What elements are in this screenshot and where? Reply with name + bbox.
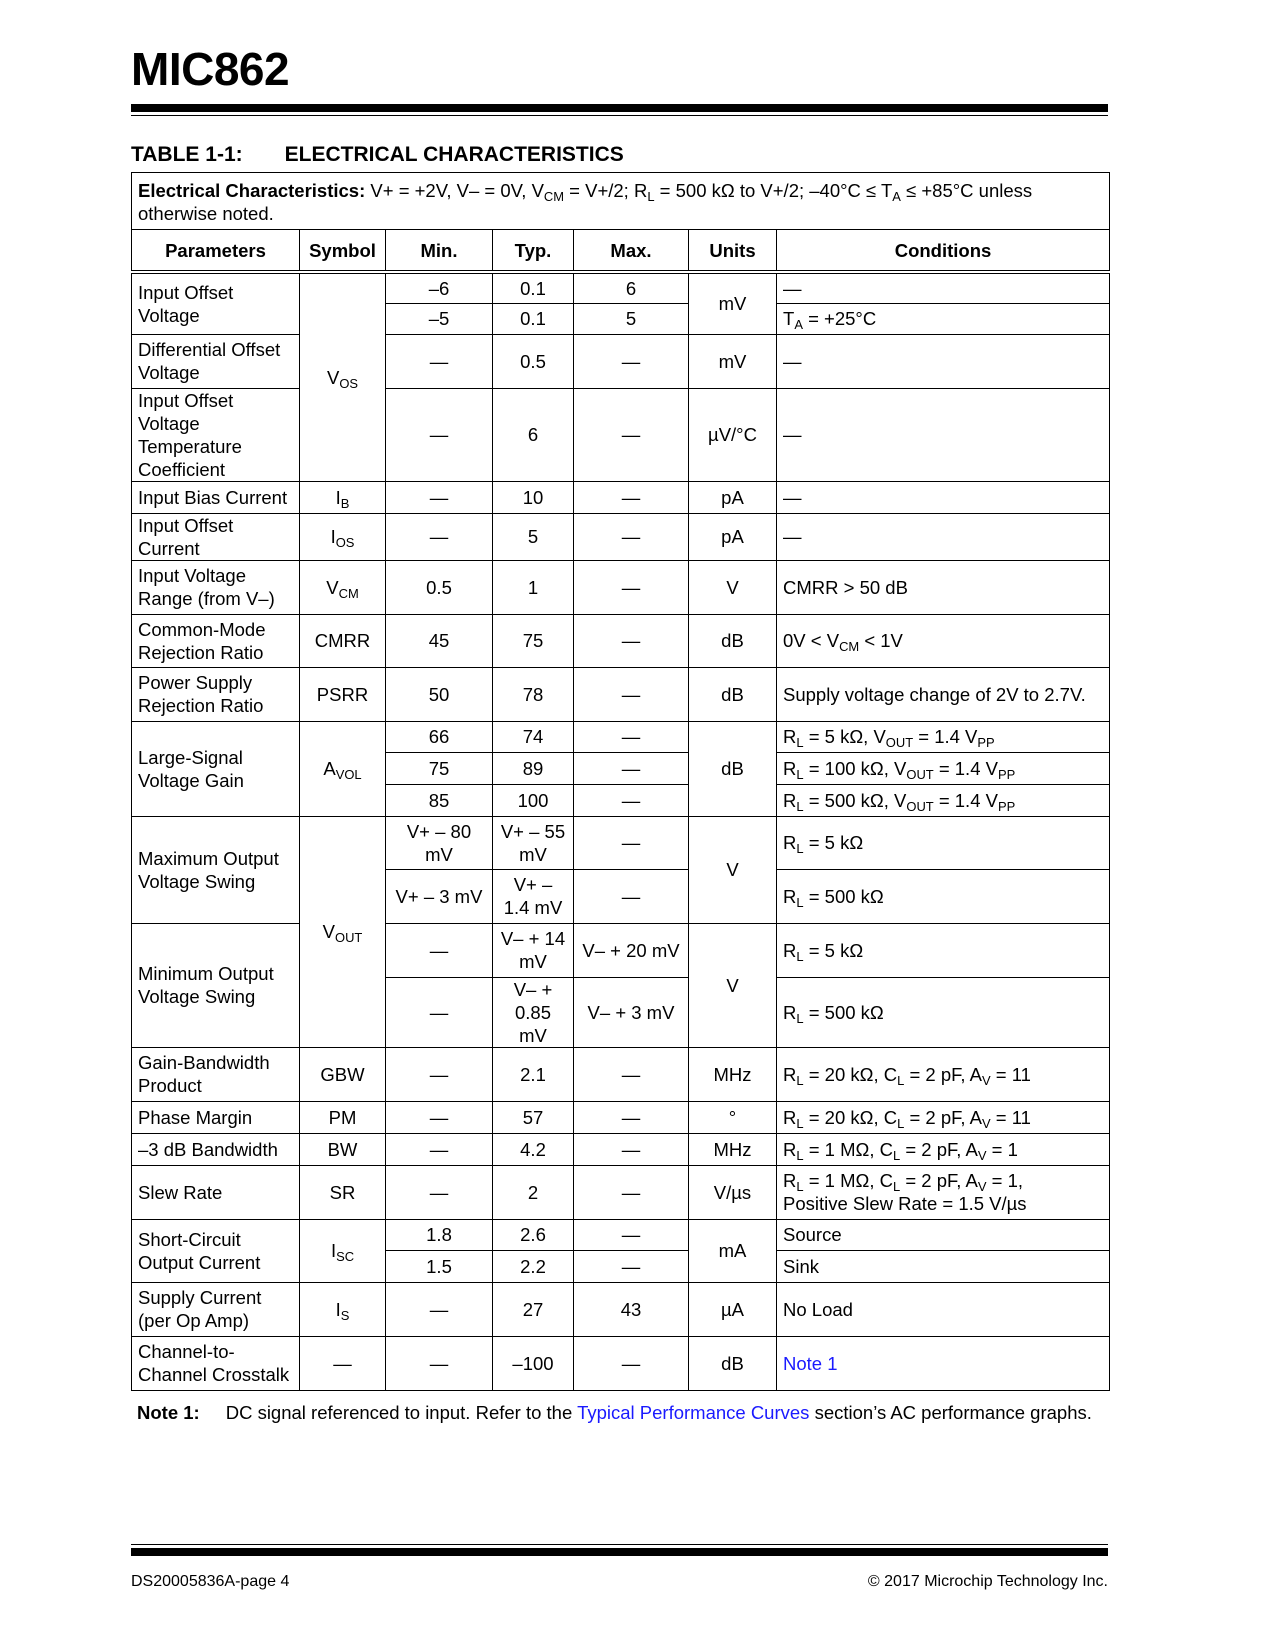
col-typ: Typ. xyxy=(493,230,574,273)
table-row: 85 100 — $R_L = 500$ kΩ, $V_{OUT} = 1.4$ $V_{PP}$ xyxy=(132,784,1110,816)
footer-doc-id: DS20005836A-page 4 xyxy=(131,1573,290,1590)
footer-copyright: © 2017 Microchip Technology Inc. xyxy=(867,1573,1108,1590)
table-row: Input Offset Voltage Temperature Coefficient — 6 — µV/°C — xyxy=(132,388,1110,481)
table-row: –3 dB Bandwidth BW — 4.2 — MHz $R_L = 1$ MΩ, $C_L = 2$ pF, $A_V = 1$ xyxy=(132,1133,1110,1165)
note-text-before: DC signal referenced to input. Refer to the xyxy=(225,1402,578,1423)
table-header-row xyxy=(132,230,1110,273)
table-row: –5 0.1 5 $T_A = +25^\circ C$ xyxy=(132,303,1110,334)
table-row: Input Offset Current $I_{OS}$ — 5 — pA — xyxy=(132,513,1110,560)
note-label: Note 1: xyxy=(137,1402,200,1423)
header-rule-thick xyxy=(131,104,1108,112)
col-conditions: Conditions xyxy=(777,230,1110,273)
col-units: Units xyxy=(689,230,777,273)
table-number: TABLE 1-1: xyxy=(131,143,243,166)
electrical-characteristics-table xyxy=(131,172,1110,1391)
table-row: Channel-to-Channel Crosstalk — — –100 — dB Note 1 xyxy=(132,1336,1110,1390)
document-title: MIC862 xyxy=(131,43,290,95)
table-row: Differential Offset Voltage — 0.5 — mV — xyxy=(132,334,1110,388)
col-min: Min. xyxy=(386,230,493,273)
col-symbol: Symbol xyxy=(300,230,386,273)
table-name: ELECTRICAL CHARACTERISTICS xyxy=(284,143,624,166)
note-text-after: section’s AC performance graphs. xyxy=(809,1402,1092,1423)
footer-rule-thick xyxy=(131,1548,1108,1556)
table-row: Short-Circuit Output Current $I_{SC}$ 1.8 2.6 — mA Source xyxy=(132,1219,1110,1250)
table-row: 75 89 — $R_L = 100$ kΩ, $V_{OUT} = 1.4$ $V_{PP}$ xyxy=(132,752,1110,784)
table-note xyxy=(137,1402,1092,1424)
table-caption xyxy=(131,143,624,167)
table-row: Input Voltage Range (from V–) $V_{CM}$ 0.5 1 — V CMRR > 50 dB xyxy=(132,560,1110,614)
footer-rule-thin xyxy=(131,1544,1108,1545)
table-row: Minimum Output Voltage Swing — V– + 14 mV V– + 20 mV V $R_L = 5$ kΩ xyxy=(132,923,1110,977)
table-row: Gain-Bandwidth Product GBW — 2.1 — MHz $R_L = 20$ kΩ, $C_L = 2$ pF, $A_V = 11$ xyxy=(132,1047,1110,1101)
note-1-link[interactable]: Note 1 xyxy=(783,1352,838,1374)
header-rule-thin xyxy=(131,115,1108,116)
table-row: V+ – 3 mV V+ – 1.4 mV — $R_L = 500$ kΩ xyxy=(132,869,1110,923)
table-row: Large-Signal Voltage Gain $A_{VOL}$ 66 74 — dB $R_L = 5$ kΩ, $V_{OUT} = 1.4$ $V_{PP}$ xyxy=(132,721,1110,752)
table-row: Input Offset Voltage $V_{OS}$ –6 0.1 6 mV — xyxy=(132,272,1110,303)
table-row: — V– + 0.85 mV V– + 3 mV $R_L = 500$ kΩ xyxy=(132,977,1110,1047)
table-row: Power Supply Rejection Ratio PSRR 50 78 — dB Supply voltage change of 2V to 2.7V. xyxy=(132,667,1110,721)
table-row: Common-Mode Rejection Ratio CMRR 45 75 — dB $0V < V_{CM} < 1V$ xyxy=(132,614,1110,667)
typical-performance-curves-link[interactable]: Typical Performance Curves xyxy=(577,1402,810,1423)
test-conditions: Electrical Characteristics: V+ = +2V, V– = 0V, $V_{CM} = V+/2$; $R_L = 500$ kΩ to V+/2; $-40^\circ C \le T_A \le +85^\circ C$ unless otherwise noted. xyxy=(132,173,1110,230)
symbol-vos: $V_{OS}$ xyxy=(300,272,386,481)
table-row: 1.5 2.2 — Sink xyxy=(132,1250,1110,1282)
col-parameters: Parameters xyxy=(132,230,300,273)
table-row: Input Bias Current $I_B$ — 10 — pA — xyxy=(132,481,1110,513)
table-row: Maximum Output Voltage Swing $V_{OUT}$ V+ – 80 mV V+ – 55 mV — V $R_L = 5$ kΩ xyxy=(132,816,1110,869)
table-row: Supply Current (per Op Amp) $I_S$ — 27 43 µA No Load xyxy=(132,1282,1110,1336)
table-row: Phase Margin PM — 57 — ° $R_L = 20$ kΩ, $C_L = 2$ pF, $A_V = 11$ xyxy=(132,1101,1110,1133)
table-row: Slew Rate SR — 2 — V/µs $R_L = 1$ MΩ, $C_L = 2$ pF, $A_V = 1$, Positive Slew Rate = 1.5 V/µs xyxy=(132,1165,1110,1219)
col-max: Max. xyxy=(574,230,689,273)
